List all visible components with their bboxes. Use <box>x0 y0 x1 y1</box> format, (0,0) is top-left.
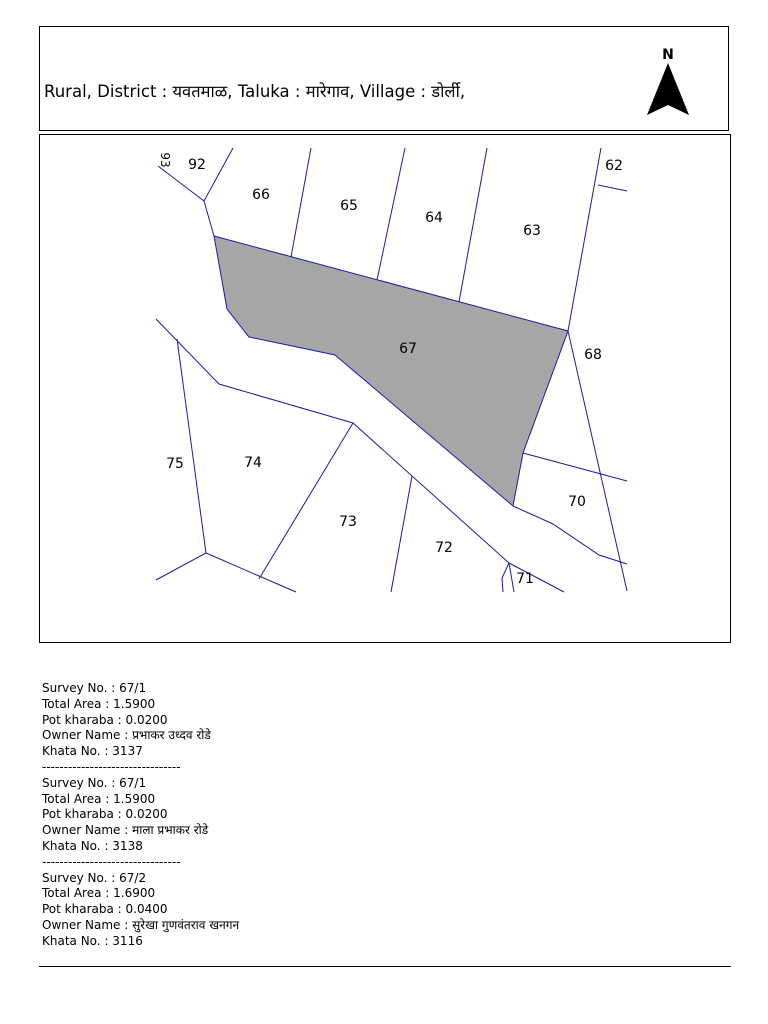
khata-number: Khata No. : 3138 <box>42 838 143 853</box>
location-title: Rural, District : यवतमाळ, Taluka : मारेगाव, Village : डोर्ली, <box>44 82 466 101</box>
plot-label-64: 64 <box>425 210 443 226</box>
total-area: Total Area : 1.5900 <box>42 696 156 711</box>
plot-67-highlight <box>214 236 568 506</box>
total-area: Total Area : 1.5900 <box>42 791 156 806</box>
north-arrow-icon <box>644 43 692 119</box>
pot-kharaba: Pot kharaba : 0.0200 <box>42 712 168 727</box>
pot-kharaba: Pot kharaba : 0.0400 <box>42 902 168 917</box>
plot-label-71: 71 <box>516 571 534 587</box>
owner-name: Owner Name : प्रभाकर उध्दव रोडे <box>42 728 211 743</box>
khata-number: Khata No. : 3137 <box>42 744 143 759</box>
plot-label-65: 65 <box>340 198 358 214</box>
plot-label-75: 75 <box>166 456 184 472</box>
plot-label-73: 73 <box>339 514 357 530</box>
total-area: Total Area : 1.6900 <box>42 886 156 901</box>
survey-number: Survey No. : 67/2 <box>42 870 147 885</box>
map-header <box>39 26 729 131</box>
plot-label-63: 63 <box>523 223 541 239</box>
plot-label-93: 93 <box>158 152 172 168</box>
record-separator: -------------------------------- <box>42 759 181 774</box>
plot-label-72: 72 <box>435 540 453 556</box>
owner-name: Owner Name : सुरेखा गुणवंतराव खनगन <box>42 917 240 932</box>
north-label: N <box>662 47 674 63</box>
record-separator: -------------------------------- <box>42 854 181 869</box>
survey-record <box>42 776 239 855</box>
survey-number: Survey No. : 67/1 <box>42 775 147 790</box>
plot-label-92: 92 <box>188 157 206 173</box>
pot-kharaba: Pot kharaba : 0.0200 <box>42 807 168 822</box>
bottom-divider <box>39 966 731 967</box>
owner-name: Owner Name : माला प्रभाकर रोडे <box>42 823 209 838</box>
plot-label-74: 74 <box>244 455 262 471</box>
khata-number: Khata No. : 3116 <box>42 933 143 948</box>
plot-label-66: 66 <box>252 187 270 203</box>
survey-records <box>42 681 239 950</box>
cadastral-map <box>39 134 731 643</box>
survey-record <box>42 871 239 950</box>
plot-label-67: 67 <box>399 341 417 357</box>
survey-number: Survey No. : 67/1 <box>42 681 147 695</box>
survey-record <box>42 681 239 760</box>
plot-label-70: 70 <box>568 494 586 510</box>
map-canvas <box>40 135 731 643</box>
plot-label-68: 68 <box>584 347 602 363</box>
plot-label-62: 62 <box>605 158 623 174</box>
